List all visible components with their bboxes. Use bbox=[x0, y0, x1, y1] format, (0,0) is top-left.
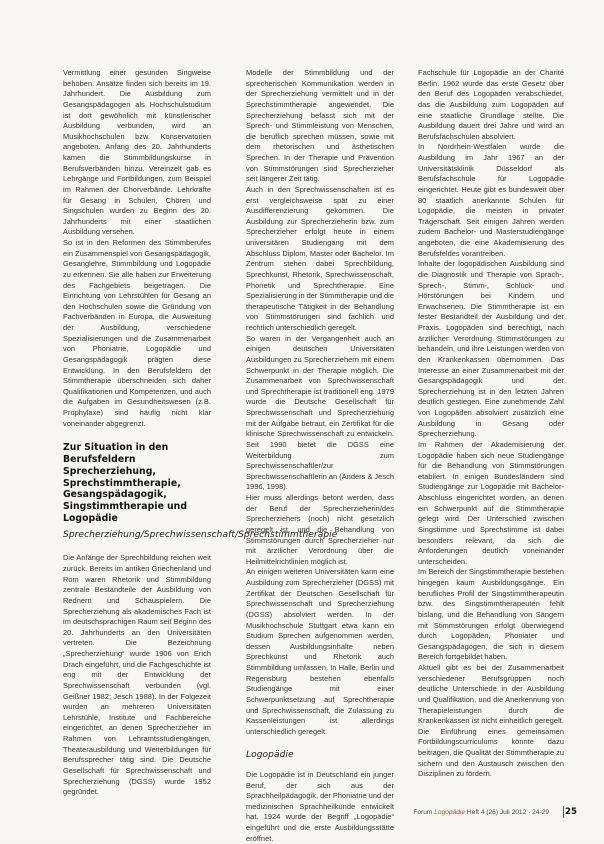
paragraph: Hier muss allerdings betont werden, dass der Beruf der Sprecherzieherin/des Sprecherziehers (noch) nicht gesetzlich geregelt ist, und die Behandlung von Stimmstörungen durch Sprecherzieher nur mit ärztlicher Verordnung über die Heilmittelrichtlinien möglich ist. bbox=[246, 493, 394, 566]
paragraph: Modelle der Stimmbildung und der sprecherischen Kommunikation werden in der Sprecherziehung vermittelt und in der Sprechstimmtherapie angewendet. Die Sprecherziehung befasst sich mit der Sprech- und Stimmleistung von Menschen, die beruflich sprechen müssen, sowie mit dem rhetorischen und ästhetischen Sprechen. In der Therapie und Prävention von Stimmstörungen sind Sprecherzieher seit längerer Zeit tätig. bbox=[246, 68, 394, 184]
page-footer bbox=[0, 806, 604, 820]
journal-citation bbox=[413, 809, 549, 816]
text-column-middle bbox=[246, 68, 394, 844]
section-heading: Zur Situation in den Berufsfeldern Sprecherziehung, Sprechstimmtherapie, Gesangspädagogik, Singstimmtherapie und Logopädie bbox=[63, 442, 188, 525]
subheading-logopaedie: Logopädie bbox=[246, 750, 294, 761]
text-column-right bbox=[418, 68, 564, 780]
paragraph: Im Rahmen der Akademisierung der Logopädie haben sich neue Studiengänge für die Behandlung von Stimmstörungen etabliert. In einigen Bundesländern sind Studiengänge zur Logopädie mit Bachelor-Abschluss eingerichtet worden, an denen ein Schwerpunkt auf die Stimmtherapie gelegt wird. Der Unterschied zwischen Singstimme und Sprechstimme ist dabei besonders relevant, da sich die Anforderungen deutlich voneinander unterscheiden. bbox=[418, 439, 564, 566]
journal-issue: Heft 4 (26) Juli 2012 · 24-29 bbox=[466, 809, 549, 816]
paragraph: So waren in der Vergangenheit auch an einigen deutschen Universitäten Ausbildungen zu Sprecherziehern mit einem Schwerpunkt in der Therapie möglich. Die Zusammenarbeit von Sprechwissenschaft und Sprechtherapie ist traditionell eng. 1979 wurde die Deutsche Gesellschaft für Sprechwissenschaft und Sprecherziehung mit der Aufgabe betraut, ein Zertifikat für die klinische Sprechwissenschaft zu entwickeln. Seit 1990 bietet die DGSS eine Weiterbildung zum Sprechwissenschaftler/zur Sprechwissenschaftlerin an (Anders & Jesch 1996, 1998). bbox=[246, 333, 394, 492]
paragraph: Die Logopädie ist in Deutschland ein junger Beruf, der sich aus der Sprachheilpädagogik, der Phoniatrie und der medizinischen Sprachheilkunde entwickelt hat. 1924 wurde der Begriff „Logopädie“ eingeführt und die erste Ausbildungsstätte eröffnet. bbox=[246, 769, 394, 843]
paragraph: In Nordrhein-Westfalen wurde die Ausbildung im Jahr 1967 an der Universitätsklinik Düsseldorf als Berufsfachschule für Logopädie eingerichtet. Heute gibt es bundesweit über 80 staatlich anerkannte Schulen für Logopädie, die meisten in privater Trägerschaft. Seit einigen Jahren werden zudem Bachelor- und Masterstudiengänge angeboten, die eine Akademisierung des Berufsfeldes vorantreiben. bbox=[418, 142, 564, 258]
paragraph: Die Anfänge der Sprechbildung reichen weit zurück. Bereits im antiken Griechenland und Rom waren Rhetorik und Stimmbildung zentrale Bestandteile der Ausbildung von Rednern und Schauspielern. Die Sprecherziehung als akademisches Fach ist im deutschsprachigen Raum seit Beginn des 20. Jahrhunderts an den Universitäten vertreten. Die Bezeichnung „Sprecherziehung“ wurde 1906 von Erich Drach eingeführt, und die Fachgeschichte ist eng mit der Entwicklung der Sprechwissenschaft verbunden (vgl. Geißner 1982; Jesch 1988). In der Folgezeit wurden an mehreren Universitäten Lehrstühle, Institute und Fachbereiche eingerichtet, an denen Sprecherzieher im Rahmen von Lehramtsstudiengängen, Theaterausbildung und Weiterbildungen für Berufssprecher tätig sind. Die Deutsche Gesellschaft für Sprechwissenschaft und Sprecherziehung (DGSS) wurde 1952 gegründet. bbox=[63, 553, 211, 797]
paragraph: Vermittlung einer gesunden Singweise behoben. Ansätze finden sich bereits im 19. Jahrhundert. Die Ausbildung zum Gesangspädagogen als Hochschulstudium ist dort gewöhnlich mit künstlerischer Ausbildung verbunden, wird an Musikhochschulen bzw. Konservatorien angeboten. Anfang des 20. Jahrhunderts kamen die Stimmbildungskurse in Berufsverbänden hinzu. Vereinzelt gab es Lehrgänge und Fortbildungen, zum Beispiel im Rahmen der Chorverbände. Lehrkräfte für Gesang in Schulen, Chören und Singschulen wurden zu Beginn des 20. Jahrhunderts mit einer staatlichen Ausbildung versehen. bbox=[63, 68, 211, 237]
paragraph: So ist in den Reformen des Stimmberufes ein Zusammenspiel von Gesangspädagogik, Gesanglehre, Stimmbildung und Logopädie zu erkennen. Sie alle haben zur Erweiterung des Fachgebiets beigetragen. Die Einrichtung von Lehrstühlen für Gesang an den Hochschulen sowie die Gründung von Fachverbänden in Europa, die Ausweitung der Ausbildung, verschiedene Spezialisierungen und die Zusammenarbeit von Phoniatrie, Logopädie und Gesangspädagogik prägten diese Entwicklung. In den Berufsfeldern der Stimmtherapie überschneiden sich daher Qualifikationen und Kompetenzen, und auch die Aufgaben im Gesundheitswesen (z.B. Prophylaxe) sind häufig nicht klar voneinander abgegrenzt. bbox=[63, 238, 211, 428]
paragraph: Aktuell gibt es bei der Zusammenarbeit verschiedener Berufsgruppen noch deutliche Unterschiede in der Ausbildung und Qualifikation, und die Anerkennung von Therapieleistungen durch die Krankenkassen ist nicht einheitlich geregelt. Die Einführung eines gemeinsamen Fortbildungscurriculums könnte dazu beitragen, die Qualität der Stimmtherapie zu sichern und den Austausch zwischen den Disziplinen zu fördern. bbox=[418, 663, 564, 779]
footer-divider bbox=[563, 806, 564, 818]
section-subheading: Sprecherziehung/Sprechwissenschaft/Sprechstimmtherapie bbox=[63, 529, 338, 540]
paragraph: Inhalte der logopädischen Ausbildung sind die Diagnostik und Therapie von Sprach-, Sprech-, Stimm-, Schluck- und Hörstörungen bei Kindern und Erwachsenen. Die Stimmtherapie ist ein fester Bestandteil der Ausbildung und der Praxis. Logopäden sind berechtigt, nach ärztlicher Verordnung Stimmstörungen zu behandeln, und ihre Leistungen werden von den Krankenkassen übernommen. Das Interesse an einer Zusammenarbeit mit der Gesangspädagogik und der Sprecherziehung ist in den letzten Jahren deutlich gestiegen. Eine zunehmende Zahl von Logopäden absolviert zusätzlich eine Ausbildung in Gesang oder Sprecherziehung. bbox=[418, 259, 564, 439]
paragraph: Fachschule für Logopädie an der Charité Berlin. 1962 wurde das erste Gesetz über den Beruf des Logopäden verabschiedet, das die Ausbildung zum Logopäden auf eine staatliche Grundlage stellte. Die Ausbildung dauert drei Jahre und wird an Berufsfachschulen absolviert. bbox=[418, 68, 564, 141]
paragraph: Auch in den Sprechwissenschaften ist es erst vergleichsweise spät zu einer Ausdifferenzierung gekommen. Die Ausbildung zur Sprecherzieherin bzw. zum Sprecherzieher erfolgt heute in einem universitären Studiengang mit dem Abschluss Diplom, Master oder Bachelor. Im Zentrum stehen dabei Sprechbildung, Sprechkunst, Rhetorik, Sprechwissenschaft, Phonetik und Sprechtherapie. Eine Spezialisierung in der Stimmtherapie und die therapeutische Tätigkeit in der Behandlung von Stimmstörungen sind fachlich und rechtlich unterschiedlich geregelt. bbox=[246, 184, 394, 332]
paragraph: Im Bereich der Singstimmtherapie bestehen hingegen kaum Ausbildungsgänge. Ein berufliches Profil der Singstimmtherapeutin bzw. des Singstimmtherapeuten fehlt bislang, und die Behandlung von Sängern mit Stimmstörungen erfolgt überwiegend durch Logopäden, Phoniater und Gesangspädagogen, die sich in diesem Bereich fortgebildet haben. bbox=[418, 567, 564, 662]
journal-brand: Logopädie bbox=[434, 809, 466, 816]
page-number: 25 bbox=[565, 807, 577, 817]
journal-prefix: Forum bbox=[413, 809, 433, 816]
paragraph: An einigen weiteren Universitäten kann eine Ausbildung zum Sprecherzieher (DGSS) mit Zertifikat der Deutschen Gesellschaft für Sprechwissenschaft und Sprecherziehung (DGSS) absolviert werden. In der Musikhochschule Stuttgart etwa kann ein Studium Sprechen aufgenommen werden, dessen Ausbildungsinhalte neben Sprechkunst und Rhetorik auch Stimmbildung umfassen. In Halle, Berlin und Regensburg bestehen ebenfalls Studiengänge mit einer Schwerpunktsetzung auf Sprechtherapie und Sprechwissenschaft, die Zulassung zu Kassenleistungen ist allerdings unterschiedlich geregelt. bbox=[246, 567, 394, 736]
